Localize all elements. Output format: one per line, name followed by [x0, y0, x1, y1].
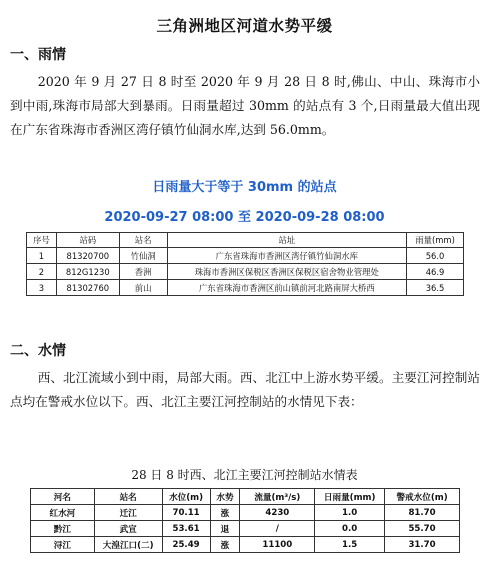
column-header: 日雨量(mm)	[315, 489, 385, 505]
column-header: 流量(m³/s)	[240, 489, 315, 505]
table-cell: 4230	[240, 505, 315, 521]
table-header-row	[31, 489, 460, 505]
table-cell: 浔江	[31, 537, 95, 553]
table-row	[27, 280, 464, 296]
table-row	[27, 248, 464, 264]
table-cell: 1.0	[315, 505, 385, 521]
table-row	[31, 505, 460, 521]
table-cell: 退	[210, 521, 240, 537]
table-cell: 珠海市香洲区保税区香洲区保税区宿舍物业管理处	[167, 264, 407, 280]
table-cell: 31.70	[385, 537, 460, 553]
table-cell: 25.49	[162, 537, 210, 553]
water-paragraph: 西、北江流域小到中雨，局部大雨。西、北江中上游水势平缓。主要江河控制站点均在警戒水位以下。西、北江主要江河控制站的水情见下表：	[10, 370, 480, 409]
table-cell: 迁江	[94, 505, 162, 521]
column-header: 警戒水位(m)	[385, 489, 460, 505]
column-header: 站名	[94, 489, 162, 505]
table-cell: 81.70	[385, 505, 460, 521]
section-heading-water: 二、水情	[10, 343, 66, 359]
water-stations-table	[30, 488, 460, 553]
rain-paragraph: 2020 年 9 月 27 日 8 时至 2020 年 9 月 28 日 8 时,佛山、中山、珠海市小到中雨,珠海市局部大到暴雨。日雨量超过 30mm 的站点有 3 个,日雨量最大值出现在广东省珠海市香洲区湾仔镇竹仙洞水库,达到 56.0mm。	[10, 74, 480, 137]
table-cell: 黔江	[31, 521, 95, 537]
table-cell: 2	[27, 264, 57, 280]
table-cell: 0.0	[315, 521, 385, 537]
table-cell: 前山	[119, 280, 167, 296]
column-header: 雨量(mm)	[407, 233, 464, 248]
table-cell: 广东省珠海市香洲区湾仔镇竹仙洞水库	[167, 248, 407, 264]
table-cell: 红水河	[31, 505, 95, 521]
page-title: 三角洲地区河道水势平缓	[156, 17, 333, 35]
table-cell: 涨	[210, 505, 240, 521]
table-cell: 大湟江口(二)	[94, 537, 162, 553]
table-cell: 46.9	[407, 264, 464, 280]
table-cell: 竹仙洞	[119, 248, 167, 264]
section-heading-rain: 一、雨情	[10, 47, 66, 63]
table-cell: 11100	[240, 537, 315, 553]
table-row	[31, 521, 460, 537]
table-cell: 36.5	[407, 280, 464, 296]
column-header: 站码	[56, 233, 119, 248]
rain-table-period: 2020-09-27 08:00 至 2020-09-28 08:00	[104, 210, 385, 225]
table-cell: /	[240, 521, 315, 537]
table-cell: 1.5	[315, 537, 385, 553]
rain-table-title: 日雨量大于等于 30mm 的站点	[152, 180, 337, 195]
column-header: 水位(m)	[162, 489, 210, 505]
table-cell: 香洲	[119, 264, 167, 280]
table-cell: 56.0	[407, 248, 464, 264]
table-cell: 81302760	[56, 280, 119, 296]
table-cell: 武宣	[94, 521, 162, 537]
table-cell: 53.61	[162, 521, 210, 537]
column-header: 水势	[210, 489, 240, 505]
water-table-caption: 28 日 8 时西、北江主要江河控制站水情表	[131, 468, 358, 482]
table-row	[31, 537, 460, 553]
table-row	[27, 264, 464, 280]
table-cell: 70.11	[162, 505, 210, 521]
rain-stations-table	[26, 232, 464, 296]
column-header: 站名	[119, 233, 167, 248]
column-header: 河名	[31, 489, 95, 505]
table-cell: 3	[27, 280, 57, 296]
table-cell: 涨	[210, 537, 240, 553]
table-cell: 55.70	[385, 521, 460, 537]
table-cell: 812G1230	[56, 264, 119, 280]
table-header-row	[27, 233, 464, 248]
table-cell: 广东省珠海市香洲区前山镇前河北路南屏大桥西	[167, 280, 407, 296]
column-header: 序号	[27, 233, 57, 248]
column-header: 站址	[167, 233, 407, 248]
table-cell: 81320700	[56, 248, 119, 264]
table-cell: 1	[27, 248, 57, 264]
